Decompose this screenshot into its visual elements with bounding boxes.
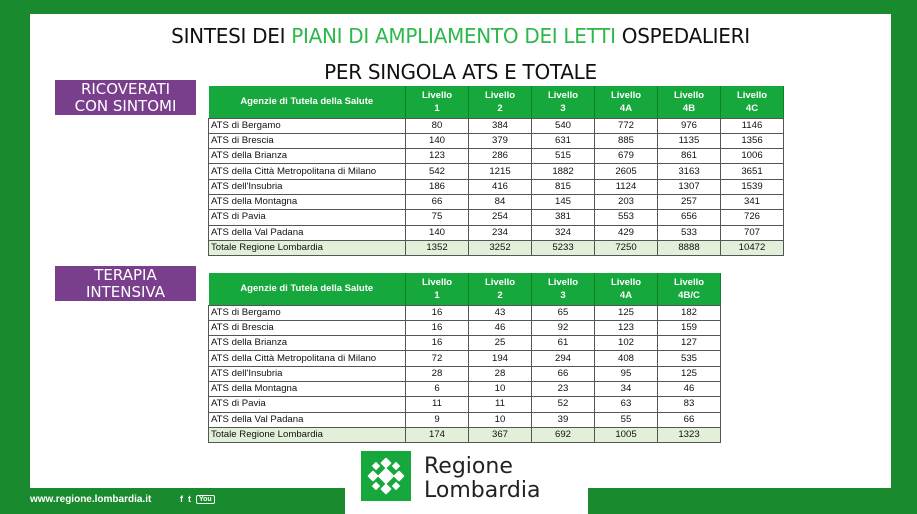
- bed-count-cell: 7250: [595, 240, 658, 255]
- bed-count-cell: 234: [469, 225, 532, 240]
- column-header-level: Livello 4A: [595, 86, 658, 118]
- bed-count-cell: 408: [595, 351, 658, 366]
- agency-name: ATS della Città Metropolitana di Milano: [209, 351, 406, 366]
- bed-count-cell: 3252: [469, 240, 532, 255]
- column-header-level: Livello 3: [532, 86, 595, 118]
- bed-count-cell: 95: [595, 366, 658, 381]
- table-row: [209, 381, 721, 396]
- agency-name: ATS di Pavia: [209, 210, 406, 225]
- bed-count-cell: 1005: [595, 427, 658, 442]
- bed-count-cell: 43: [469, 305, 532, 320]
- page-title-highlight: PIANI DI AMPLIAMENTO DEI LETTI: [291, 24, 616, 48]
- bed-count-cell: 1539: [721, 179, 784, 194]
- youtube-icon[interactable]: You: [196, 495, 215, 504]
- column-header-level: Livello 4B: [658, 86, 721, 118]
- bed-count-cell: 1124: [595, 179, 658, 194]
- bed-count-cell: 286: [469, 149, 532, 164]
- bed-count-cell: 52: [532, 397, 595, 412]
- bed-count-cell: 553: [595, 210, 658, 225]
- table-row: [209, 133, 784, 148]
- column-header-level: Livello 2: [469, 86, 532, 118]
- bed-count-cell: 10: [469, 412, 532, 427]
- bed-count-cell: 542: [406, 164, 469, 179]
- agency-name: ATS della Brianza: [209, 149, 406, 164]
- bed-count-cell: 379: [469, 133, 532, 148]
- bed-count-cell: 815: [532, 179, 595, 194]
- agency-name: ATS della Montagna: [209, 194, 406, 209]
- bed-count-cell: 254: [469, 210, 532, 225]
- bed-count-cell: 1323: [658, 427, 721, 442]
- bed-count-cell: 65: [532, 305, 595, 320]
- bed-count-cell: 1352: [406, 240, 469, 255]
- bed-count-cell: 66: [406, 194, 469, 209]
- bed-count-cell: 2605: [595, 164, 658, 179]
- bed-count-cell: 75: [406, 210, 469, 225]
- agency-name: ATS dell'Insubria: [209, 366, 406, 381]
- bed-count-cell: 72: [406, 351, 469, 366]
- bed-count-cell: 66: [658, 412, 721, 427]
- bed-count-cell: 861: [658, 149, 721, 164]
- column-header-level: Livello 4B/C: [658, 273, 721, 305]
- bed-count-cell: 125: [595, 305, 658, 320]
- bed-count-cell: 123: [595, 320, 658, 335]
- bed-count-cell: 23: [532, 381, 595, 396]
- bed-count-cell: 429: [595, 225, 658, 240]
- bed-count-cell: 145: [532, 194, 595, 209]
- agency-name: ATS della Val Padana: [209, 412, 406, 427]
- bed-count-cell: 324: [532, 225, 595, 240]
- bed-count-cell: 515: [532, 149, 595, 164]
- table-row: [209, 210, 784, 225]
- bed-count-cell: 384: [469, 118, 532, 133]
- bed-count-cell: 1006: [721, 149, 784, 164]
- column-header-level: Livello 3: [532, 273, 595, 305]
- footer-url[interactable]: www.regione.lombardia.it: [30, 494, 152, 505]
- bed-count-cell: 10: [469, 381, 532, 396]
- bed-count-cell: 294: [532, 351, 595, 366]
- table-row: [209, 366, 721, 381]
- agency-name: ATS della Brianza: [209, 336, 406, 351]
- bed-count-cell: 61: [532, 336, 595, 351]
- bed-count-cell: 125: [658, 366, 721, 381]
- bed-count-cell: 679: [595, 149, 658, 164]
- bed-count-cell: 3651: [721, 164, 784, 179]
- bed-count-cell: 80: [406, 118, 469, 133]
- bed-count-cell: 55: [595, 412, 658, 427]
- table-row: [209, 412, 721, 427]
- bed-count-cell: 9: [406, 412, 469, 427]
- agency-name: Totale Regione Lombardia: [209, 240, 406, 255]
- bed-count-cell: 10472: [721, 240, 784, 255]
- bed-count-cell: 123: [406, 149, 469, 164]
- footer-bar-right: [588, 488, 917, 514]
- table-row: [209, 179, 784, 194]
- bed-count-cell: 194: [469, 351, 532, 366]
- section-label-ricoverati: RICOVERATI CON SINTOMI: [55, 80, 196, 115]
- bed-count-cell: 3163: [658, 164, 721, 179]
- agency-name: Totale Regione Lombardia: [209, 427, 406, 442]
- logo-text-lombardia: Lombardia: [424, 478, 541, 503]
- table-terapia-intensiva: [208, 273, 721, 443]
- bed-count-cell: 127: [658, 336, 721, 351]
- facebook-icon[interactable]: f: [180, 494, 183, 504]
- agency-name: ATS della Città Metropolitana di Milano: [209, 164, 406, 179]
- logo-text-regione: Regione: [424, 454, 513, 479]
- bed-count-cell: 16: [406, 336, 469, 351]
- column-header-level: Livello 1: [406, 86, 469, 118]
- agency-name: ATS dell'Insubria: [209, 179, 406, 194]
- social-icons: [180, 494, 215, 504]
- bed-count-cell: 8888: [658, 240, 721, 255]
- bed-count-cell: 1146: [721, 118, 784, 133]
- bed-count-cell: 707: [721, 225, 784, 240]
- bed-count-cell: 16: [406, 305, 469, 320]
- bed-count-cell: 885: [595, 133, 658, 148]
- bed-count-cell: 416: [469, 179, 532, 194]
- bed-count-cell: 16: [406, 320, 469, 335]
- bed-count-cell: 540: [532, 118, 595, 133]
- table-row: [209, 225, 784, 240]
- bed-count-cell: 63: [595, 397, 658, 412]
- frame-left-bar: [0, 0, 30, 514]
- bed-count-cell: 28: [406, 366, 469, 381]
- bed-count-cell: 92: [532, 320, 595, 335]
- table-ricoverati: [208, 86, 784, 256]
- bed-count-cell: 83: [658, 397, 721, 412]
- bed-count-cell: 182: [658, 305, 721, 320]
- bed-count-cell: 39: [532, 412, 595, 427]
- bed-count-cell: 631: [532, 133, 595, 148]
- column-header-level: Livello 4C: [721, 86, 784, 118]
- table-row: [209, 149, 784, 164]
- agency-name: ATS di Bergamo: [209, 118, 406, 133]
- bed-count-cell: 140: [406, 133, 469, 148]
- table-row: [209, 336, 721, 351]
- table-row: [209, 194, 784, 209]
- bed-count-cell: 257: [658, 194, 721, 209]
- table-row: [209, 397, 721, 412]
- table-total-row: [209, 427, 721, 442]
- bed-count-cell: 381: [532, 210, 595, 225]
- bed-count-cell: 367: [469, 427, 532, 442]
- bed-count-cell: 692: [532, 427, 595, 442]
- page-title: SINTESI DEI PIANI DI AMPLIAMENTO DEI LETTI OSPEDALIERI: [171, 24, 750, 48]
- bed-count-cell: 46: [469, 320, 532, 335]
- bed-count-cell: 46: [658, 381, 721, 396]
- agency-name: ATS di Brescia: [209, 133, 406, 148]
- bed-count-cell: 11: [469, 397, 532, 412]
- bed-count-cell: 140: [406, 225, 469, 240]
- bed-count-cell: 772: [595, 118, 658, 133]
- bed-count-cell: 102: [595, 336, 658, 351]
- regione-lombardia-logo-icon: [361, 451, 411, 501]
- bed-count-cell: 535: [658, 351, 721, 366]
- bed-count-cell: 533: [658, 225, 721, 240]
- table-row: [209, 118, 784, 133]
- column-header-level: Livello 2: [469, 273, 532, 305]
- frame-top-bar: [0, 0, 917, 14]
- frame-right-bar: [891, 0, 917, 514]
- bed-count-cell: 11: [406, 397, 469, 412]
- column-header-agency: Agenzie di Tutela della Salute: [209, 86, 406, 118]
- table-total-row: [209, 240, 784, 255]
- bed-count-cell: 341: [721, 194, 784, 209]
- bed-count-cell: 25: [469, 336, 532, 351]
- agency-name: ATS della Val Padana: [209, 225, 406, 240]
- table-row: [209, 164, 784, 179]
- bed-count-cell: 1307: [658, 179, 721, 194]
- bed-count-cell: 1882: [532, 164, 595, 179]
- bed-count-cell: 159: [658, 320, 721, 335]
- bed-count-cell: 66: [532, 366, 595, 381]
- bed-count-cell: 186: [406, 179, 469, 194]
- bed-count-cell: 28: [469, 366, 532, 381]
- bed-count-cell: 6: [406, 381, 469, 396]
- bed-count-cell: 174: [406, 427, 469, 442]
- bed-count-cell: 726: [721, 210, 784, 225]
- bed-count-cell: 203: [595, 194, 658, 209]
- bed-count-cell: 656: [658, 210, 721, 225]
- bed-count-cell: 1135: [658, 133, 721, 148]
- twitter-icon[interactable]: t: [188, 494, 191, 504]
- bed-count-cell: 976: [658, 118, 721, 133]
- agency-name: ATS della Montagna: [209, 381, 406, 396]
- column-header-level: Livello 1: [406, 273, 469, 305]
- bed-count-cell: 5233: [532, 240, 595, 255]
- bed-count-cell: 34: [595, 381, 658, 396]
- agency-name: ATS di Brescia: [209, 320, 406, 335]
- bed-count-cell: 1215: [469, 164, 532, 179]
- bed-count-cell: 84: [469, 194, 532, 209]
- page-subtitle: PER SINGOLA ATS E TOTALE: [324, 60, 597, 84]
- bed-count-cell: 1356: [721, 133, 784, 148]
- table-row: [209, 351, 721, 366]
- table-row: [209, 305, 721, 320]
- column-header-level: Livello 4A: [595, 273, 658, 305]
- section-label-terapia: TERAPIA INTENSIVA: [55, 266, 196, 301]
- column-header-agency: Agenzie di Tutela della Salute: [209, 273, 406, 305]
- agency-name: ATS di Pavia: [209, 397, 406, 412]
- agency-name: ATS di Bergamo: [209, 305, 406, 320]
- table-row: [209, 320, 721, 335]
